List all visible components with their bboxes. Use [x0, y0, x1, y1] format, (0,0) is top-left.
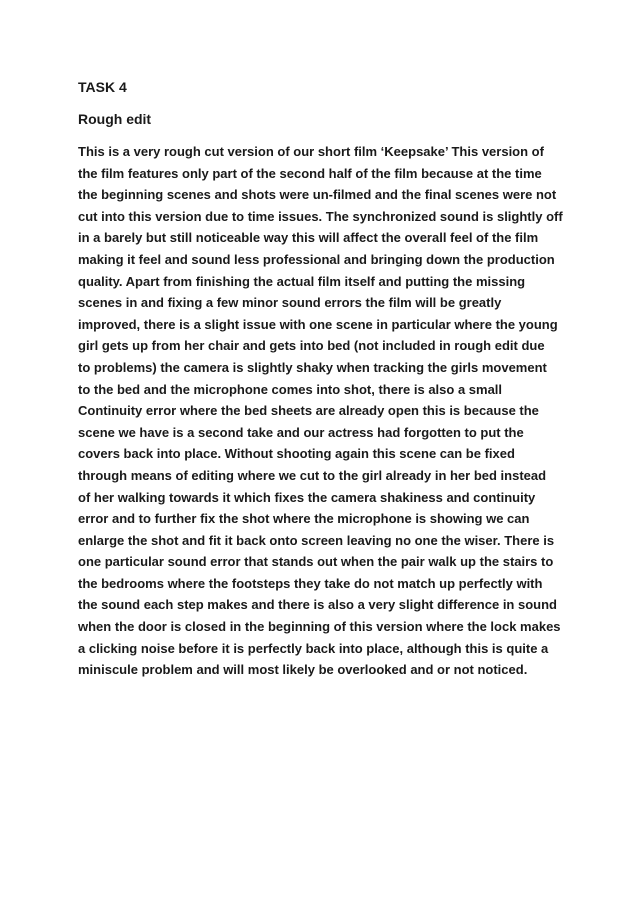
paragraph-line: of her walking towards it which fixes the camera shakiness and continuity	[78, 489, 536, 505]
paragraph-line: through means of editing where we cut to the girl already in her bed instead	[78, 467, 547, 483]
paragraph-line: Continuity error where the bed sheets are already open this is because the	[78, 403, 539, 419]
paragraph-line: to the bed and the microphone comes into shot, there is also a small	[78, 381, 503, 397]
paragraph-line: the film features only part of the second half of the film because at the time	[78, 165, 542, 181]
paragraph-line: making it feel and sound less professional and bringing down the production	[78, 251, 555, 267]
paragraph-line: in a barely but still noticeable way this will affect the overall feel of the film	[78, 230, 539, 246]
paragraph-line: quality. Apart from finishing the actual film itself and putting the missing	[78, 273, 526, 289]
paragraph-line: miniscule problem and will most likely be overlooked and or not noticed.	[78, 662, 528, 678]
paragraph-line: the beginning scenes and shots were un-filmed and the final scenes were not	[78, 187, 557, 203]
paragraph-line: to problems) the camera is slightly shaky when tracking the girls movement	[78, 359, 547, 375]
body-paragraph	[78, 141, 568, 681]
task-heading: TASK 4	[78, 79, 127, 95]
paragraph-line: enlarge the shot and fit it back onto screen leaving no one the wiser. There is	[78, 532, 555, 548]
paragraph-line: scenes in and fixing a few minor sound errors the film will be greatly	[78, 295, 502, 311]
paragraph-line: when the door is closed in the beginning of this version where the lock makes	[78, 619, 561, 635]
paragraph-line: scene we have is a second take and our actress had forgotten to put the	[78, 424, 524, 440]
paragraph-line: covers back into place. Without shooting again this scene can be fixed	[78, 446, 515, 462]
paragraph-line: error and to further fix the shot where the microphone is showing we can	[78, 511, 530, 527]
paragraph-line: improved, there is a slight issue with one scene in particular where the young	[78, 316, 558, 332]
section-heading: Rough edit	[78, 111, 152, 127]
paragraph-line: girl gets up from her chair and gets into bed (not included in rough edit due	[78, 338, 545, 354]
paragraph-line: This is a very rough cut version of our short film ‘Keepsake’ This version of	[78, 144, 544, 159]
paragraph-line: the bedrooms where the footsteps they take do not match up perfectly with	[78, 575, 543, 591]
paragraph-line: a clicking noise before it is perfectly back into place, although this is quite a	[78, 640, 549, 656]
paragraph-line: one particular sound error that stands out when the pair walk up the stairs to	[78, 554, 554, 570]
paragraph-line: cut into this version due to time issues. The synchronized sound is slightly off	[78, 208, 563, 224]
paragraph-line: the sound each step makes and there is also a very slight difference in sound	[78, 597, 557, 613]
